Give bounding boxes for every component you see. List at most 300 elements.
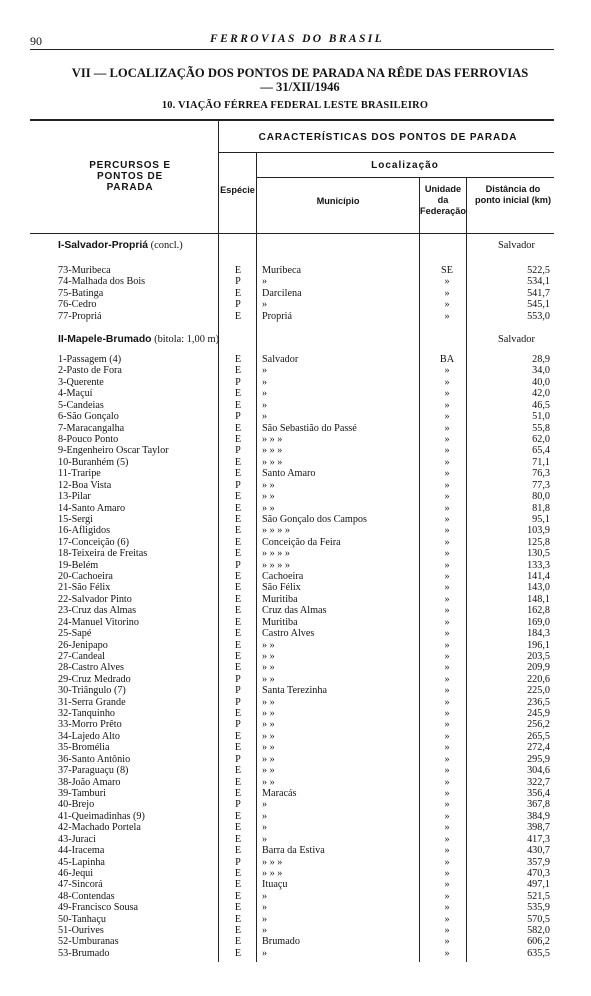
stop-type: P bbox=[235, 696, 241, 708]
distance: 553,0 bbox=[527, 310, 550, 322]
state: » bbox=[444, 399, 450, 411]
stop-type: E bbox=[234, 890, 242, 902]
municipality: Muribeca bbox=[262, 265, 302, 276]
state: » bbox=[444, 468, 450, 480]
stop-name: 32-Tanquinho bbox=[58, 708, 116, 719]
stop-type: E bbox=[234, 365, 242, 377]
table-row bbox=[0, 777, 591, 788]
stop-name: 26-Jenipapo bbox=[58, 639, 108, 651]
municipality: Maracás bbox=[262, 788, 297, 799]
distance: 225,0 bbox=[527, 685, 550, 697]
state: » bbox=[444, 422, 450, 434]
state: » bbox=[444, 433, 450, 445]
municipality: » bbox=[262, 399, 268, 411]
table-row bbox=[0, 754, 591, 765]
table-row bbox=[0, 311, 591, 322]
state: » bbox=[444, 879, 450, 891]
stop-type: E bbox=[234, 810, 242, 822]
table-row bbox=[0, 605, 591, 616]
state: » bbox=[444, 845, 450, 857]
state: » bbox=[444, 788, 450, 799]
distance: 77,3 bbox=[532, 479, 550, 491]
municipality: » bbox=[262, 833, 268, 845]
table-row bbox=[0, 468, 591, 479]
stop-name: 52-Umburanas bbox=[58, 936, 119, 948]
state: » bbox=[444, 310, 450, 322]
distance: 606,2 bbox=[527, 936, 550, 948]
stop-type: P bbox=[235, 299, 241, 311]
state: » bbox=[444, 856, 450, 868]
municipality: » bbox=[262, 902, 268, 914]
table-row bbox=[0, 445, 591, 456]
stop-type: E bbox=[234, 433, 242, 445]
state: » bbox=[444, 913, 450, 925]
distance: 203,5 bbox=[527, 650, 550, 662]
state: » bbox=[444, 276, 450, 288]
state: » bbox=[444, 299, 450, 311]
distance: 34,0 bbox=[532, 365, 550, 377]
running-head: FERROVIAS DO BRASIL bbox=[210, 33, 385, 45]
stop-name: 23-Cruz das Almas bbox=[58, 605, 137, 617]
state: » bbox=[444, 559, 450, 571]
stop-name: 37-Paraguaçu (8) bbox=[58, 765, 129, 777]
stop-name: 11-Traripe bbox=[58, 468, 101, 480]
stop-type: P bbox=[235, 856, 241, 868]
stop-name: 5-Candeias bbox=[58, 399, 104, 411]
municipality: » » » bbox=[262, 867, 283, 879]
distance: 46,5 bbox=[532, 399, 550, 411]
stop-type: E bbox=[234, 468, 242, 480]
table-row bbox=[0, 651, 591, 662]
stop-name: 17-Conceição (6) bbox=[58, 536, 129, 548]
state: » bbox=[444, 753, 450, 765]
municipality: Darcilena bbox=[262, 287, 302, 299]
state: » bbox=[444, 376, 450, 388]
municipality: Ituaçu bbox=[262, 879, 288, 891]
table-row bbox=[0, 423, 591, 434]
stop-type: E bbox=[234, 287, 242, 299]
stop-name: 33-Morro Prêto bbox=[58, 719, 122, 731]
header-municipio: Município bbox=[316, 196, 360, 206]
table-row bbox=[0, 525, 591, 536]
distance: 125,8 bbox=[527, 536, 550, 548]
table-row bbox=[0, 925, 591, 936]
municipality: Cruz das Almas bbox=[262, 605, 327, 617]
state: » bbox=[444, 947, 450, 959]
municipality: São Gonçalo dos Campos bbox=[262, 513, 367, 525]
distance: 220,6 bbox=[527, 673, 550, 685]
state: » bbox=[444, 593, 450, 605]
characteristics-rule bbox=[218, 152, 554, 153]
header-distancia: Distância do ponto inicial (km) bbox=[474, 184, 552, 205]
stop-type: E bbox=[234, 788, 242, 799]
stop-type: E bbox=[234, 650, 242, 662]
state: » bbox=[444, 719, 450, 731]
table-row bbox=[0, 628, 591, 639]
stop-name: 25-Sapé bbox=[58, 628, 92, 640]
table-row bbox=[0, 902, 591, 913]
state: » bbox=[444, 696, 450, 708]
state: » bbox=[444, 525, 450, 537]
stop-name: 47-Sincorá bbox=[58, 879, 103, 891]
section-origin: Salvador bbox=[498, 240, 535, 251]
stop-type: E bbox=[234, 765, 242, 777]
stop-name: 8-Pouco Ponto bbox=[58, 433, 119, 445]
stop-type: E bbox=[234, 879, 242, 891]
distance: 236,5 bbox=[527, 696, 550, 708]
header-rule bbox=[30, 49, 554, 50]
distance: 356,4 bbox=[527, 788, 550, 799]
table-row bbox=[0, 514, 591, 525]
stop-type: E bbox=[234, 845, 242, 857]
municipality: Salvador bbox=[262, 354, 299, 365]
stop-name: 29-Cruz Medrado bbox=[58, 673, 131, 685]
section-name: II-Mapele-Brumado bbox=[58, 334, 152, 345]
stop-name: 7-Maracangalha bbox=[58, 422, 125, 434]
stop-type: E bbox=[234, 525, 242, 537]
stop-type: E bbox=[234, 742, 242, 754]
table-row bbox=[0, 742, 591, 753]
municipality: » » bbox=[262, 708, 275, 719]
table-row bbox=[0, 948, 591, 959]
state: » bbox=[444, 650, 450, 662]
table-row bbox=[0, 594, 591, 605]
stop-type: P bbox=[235, 685, 241, 697]
state: » bbox=[444, 502, 450, 514]
state: » bbox=[444, 776, 450, 788]
header-unidade: Unidade da Federação bbox=[420, 184, 466, 216]
stop-type: E bbox=[234, 902, 242, 914]
distance: 265,5 bbox=[527, 730, 550, 742]
distance: 256,2 bbox=[527, 719, 550, 731]
distance: 304,6 bbox=[527, 765, 550, 777]
municipality: » » bbox=[262, 650, 275, 662]
table-row bbox=[0, 617, 591, 628]
header-caracteristicas: CARACTERÍSTICAS DOS PONTOS DE PARADA bbox=[258, 132, 518, 143]
state: » bbox=[444, 479, 450, 491]
stop-name: 18-Teixeira de Freitas bbox=[58, 548, 148, 560]
state: » bbox=[444, 628, 450, 640]
municipality: » bbox=[262, 913, 268, 925]
stop-name: 14-Santo Amaro bbox=[58, 502, 126, 514]
table-row bbox=[0, 799, 591, 810]
state: » bbox=[444, 902, 450, 914]
stop-type: E bbox=[234, 536, 242, 548]
municipality: São Sebastião do Passé bbox=[262, 422, 357, 434]
state: » bbox=[444, 867, 450, 879]
section-note: (concl.) bbox=[148, 240, 183, 251]
stop-type: E bbox=[234, 388, 242, 400]
stop-type: E bbox=[234, 571, 242, 582]
table-row bbox=[0, 265, 591, 276]
stop-name: 74-Malhada dos Bois bbox=[58, 276, 146, 288]
section-heading bbox=[58, 240, 183, 251]
stop-type: P bbox=[235, 276, 241, 288]
state: » bbox=[444, 616, 450, 628]
distance: 76,3 bbox=[532, 468, 550, 480]
distance: 95,1 bbox=[532, 513, 550, 525]
stop-name: 44-Iracema bbox=[58, 845, 105, 857]
stop-type: P bbox=[235, 719, 241, 731]
stop-type: E bbox=[234, 502, 242, 514]
state: » bbox=[444, 742, 450, 754]
distance: 130,5 bbox=[527, 548, 550, 560]
subtitle: 10. VIAÇÃO FÉRREA FEDERAL LESTE BRASILEIRO bbox=[161, 100, 429, 111]
state: » bbox=[444, 730, 450, 742]
municipality: » » » » bbox=[262, 525, 291, 537]
distance: 384,9 bbox=[527, 810, 550, 822]
stop-name: 1-Passagem (4) bbox=[58, 354, 122, 365]
stop-type: E bbox=[234, 936, 242, 948]
table-row bbox=[0, 560, 591, 571]
distance: 497,1 bbox=[527, 879, 550, 891]
table-row bbox=[0, 868, 591, 879]
stop-type: E bbox=[234, 399, 242, 411]
municipality: Santo Amaro bbox=[262, 468, 316, 480]
distance: 28,9 bbox=[532, 354, 550, 365]
table-row bbox=[0, 537, 591, 548]
stop-type: P bbox=[235, 479, 241, 491]
stop-name: 45-Lapinha bbox=[58, 856, 105, 868]
municipality: » » » » bbox=[262, 548, 291, 560]
stop-type: E bbox=[234, 822, 242, 834]
distance: 80,0 bbox=[532, 491, 550, 502]
table-row bbox=[0, 388, 591, 399]
table-row bbox=[0, 914, 591, 925]
state: » bbox=[444, 388, 450, 400]
municipality: » bbox=[262, 822, 268, 834]
distance: 245,9 bbox=[527, 708, 550, 719]
table-row bbox=[0, 891, 591, 902]
distance: 162,8 bbox=[527, 605, 550, 617]
stop-type: P bbox=[235, 753, 241, 765]
state: » bbox=[444, 365, 450, 377]
distance: 55,8 bbox=[532, 422, 550, 434]
table-row bbox=[0, 857, 591, 868]
stop-name: 53-Brumado bbox=[58, 947, 110, 959]
distance: 42,0 bbox=[532, 388, 550, 400]
table-row bbox=[0, 276, 591, 287]
municipality: Muritiba bbox=[262, 616, 298, 628]
state: » bbox=[444, 822, 450, 834]
distance: 541,7 bbox=[527, 287, 550, 299]
stop-type: E bbox=[234, 582, 242, 594]
stop-name: 22-Salvador Pinto bbox=[58, 593, 132, 605]
stop-type: P bbox=[235, 673, 241, 685]
municipality: » » bbox=[262, 491, 275, 502]
municipality: » » » bbox=[262, 856, 283, 868]
distance: 545,1 bbox=[527, 299, 550, 311]
stop-name: 75-Batinga bbox=[58, 287, 104, 299]
state: » bbox=[444, 491, 450, 502]
distance: 522,5 bbox=[527, 265, 550, 276]
municipality: » bbox=[262, 411, 268, 423]
table-row bbox=[0, 845, 591, 856]
state: BA bbox=[439, 354, 455, 365]
stop-name: 38-João Amaro bbox=[58, 776, 121, 788]
stop-name: 16-Afligidos bbox=[58, 525, 111, 537]
municipality: » » bbox=[262, 502, 275, 514]
stop-type: P bbox=[235, 559, 241, 571]
state: » bbox=[444, 411, 450, 423]
distance: 103,9 bbox=[527, 525, 550, 537]
stop-name: 76-Cedro bbox=[58, 299, 97, 311]
distance: 272,4 bbox=[527, 742, 550, 754]
state: » bbox=[444, 605, 450, 617]
state: » bbox=[444, 673, 450, 685]
municipality: » » bbox=[262, 753, 275, 765]
table-row bbox=[0, 640, 591, 651]
state: » bbox=[444, 662, 450, 674]
municipality: » » bbox=[262, 730, 275, 742]
stop-type: E bbox=[234, 947, 242, 959]
table-row bbox=[0, 411, 591, 422]
stop-name: 9-Engenheiro Oscar Taylor bbox=[58, 445, 169, 457]
municipality: » bbox=[262, 299, 268, 311]
municipality: » » bbox=[262, 479, 275, 491]
table-row bbox=[0, 480, 591, 491]
page-title: VII — LOCALIZAÇÃO DOS PONTOS DE PARADA NA RÊDE DAS FERROVIAS bbox=[71, 66, 529, 80]
stop-type: E bbox=[234, 310, 242, 322]
stop-name: 19-Belém bbox=[58, 559, 99, 571]
page-title-date: — 31/XII/1946 bbox=[260, 80, 340, 94]
municipality: » » bbox=[262, 696, 275, 708]
distance: 51,0 bbox=[532, 411, 550, 423]
distance: 143,0 bbox=[527, 582, 550, 594]
state: » bbox=[444, 810, 450, 822]
table-row bbox=[0, 811, 591, 822]
stop-name: 6-São Gonçalo bbox=[58, 411, 119, 423]
stop-type: E bbox=[234, 708, 242, 719]
table-row bbox=[0, 788, 591, 799]
stop-name: 36-Santo Antônio bbox=[58, 753, 131, 765]
state: SE bbox=[441, 265, 453, 276]
distance: 417,3 bbox=[527, 833, 550, 845]
municipality: » » » bbox=[262, 445, 283, 457]
stop-name: 49-Francisco Sousa bbox=[58, 902, 139, 914]
table-row bbox=[0, 582, 591, 593]
distance: 133,3 bbox=[527, 559, 550, 571]
distance: 582,0 bbox=[527, 925, 550, 936]
distance: 295,9 bbox=[527, 753, 550, 765]
table-row bbox=[0, 491, 591, 502]
state: » bbox=[444, 799, 450, 811]
table-row bbox=[0, 719, 591, 730]
table-row bbox=[0, 354, 591, 365]
stop-name: 48-Contendas bbox=[58, 890, 115, 902]
state: » bbox=[444, 456, 450, 468]
stop-type: E bbox=[234, 593, 242, 605]
stop-type: E bbox=[234, 265, 242, 276]
stop-name: 39-Tamburi bbox=[58, 788, 106, 799]
state: » bbox=[444, 287, 450, 299]
table-row bbox=[0, 708, 591, 719]
table-row bbox=[0, 697, 591, 708]
municipality: » » bbox=[262, 776, 275, 788]
municipality: » bbox=[262, 376, 268, 388]
stop-type: E bbox=[234, 605, 242, 617]
header-percursos: PERCURSOS E PONTOS DE PARADA bbox=[89, 160, 171, 193]
stop-type: E bbox=[234, 354, 242, 365]
municipality: » » bbox=[262, 662, 275, 674]
distance: 535,9 bbox=[527, 902, 550, 914]
municipality: » » bbox=[262, 742, 275, 754]
municipality: Barra da Estiva bbox=[262, 845, 325, 857]
municipality: » » bbox=[262, 673, 275, 685]
table-row bbox=[0, 548, 591, 559]
state: » bbox=[444, 936, 450, 948]
distance: 196,1 bbox=[527, 639, 550, 651]
table-row bbox=[0, 765, 591, 776]
stop-name: 31-Serra Grande bbox=[58, 696, 126, 708]
stop-name: 77-Propriá bbox=[58, 310, 102, 322]
stop-name: 20-Cachoeira bbox=[58, 571, 113, 582]
stop-name: 43-Juraci bbox=[58, 833, 96, 845]
state: » bbox=[444, 445, 450, 457]
stop-type: E bbox=[234, 776, 242, 788]
stop-type: E bbox=[234, 833, 242, 845]
stop-type: E bbox=[234, 491, 242, 502]
stop-name: 34-Lajedo Alto bbox=[58, 730, 120, 742]
stop-name: 12-Boa Vista bbox=[58, 479, 112, 491]
state: » bbox=[444, 536, 450, 548]
municipality: » » » bbox=[262, 456, 283, 468]
municipality: » bbox=[262, 890, 268, 902]
municipality: Brumado bbox=[262, 936, 300, 948]
table-row bbox=[0, 457, 591, 468]
municipality: Propriá bbox=[262, 310, 292, 322]
municipality: » » » » bbox=[262, 559, 291, 571]
stop-name: 28-Castro Alves bbox=[58, 662, 124, 674]
stop-name: 27-Candeal bbox=[58, 650, 105, 662]
stop-type: E bbox=[234, 422, 242, 434]
table-row bbox=[0, 503, 591, 514]
stop-type: E bbox=[234, 867, 242, 879]
stop-name: 10-Buranhém (5) bbox=[58, 456, 129, 468]
state: » bbox=[444, 925, 450, 936]
distance: 40,0 bbox=[532, 376, 550, 388]
stop-type: E bbox=[234, 662, 242, 674]
table-row bbox=[0, 662, 591, 673]
stop-name: 2-Pasto de Fora bbox=[58, 365, 122, 377]
distance: 81,8 bbox=[532, 502, 550, 514]
table-row bbox=[0, 936, 591, 947]
section-name: I-Salvador-Propriá bbox=[58, 240, 149, 251]
stop-name: 73-Muribeca bbox=[58, 265, 111, 276]
stop-type: E bbox=[234, 456, 242, 468]
municipality: » bbox=[262, 276, 268, 288]
stop-name: 21-São Félix bbox=[58, 582, 111, 594]
distance: 169,0 bbox=[527, 616, 550, 628]
table-row bbox=[0, 674, 591, 685]
table-row bbox=[0, 571, 591, 582]
stop-name: 15-Sergi bbox=[58, 513, 93, 525]
stop-type: P bbox=[235, 376, 241, 388]
table-row bbox=[0, 685, 591, 696]
state: » bbox=[444, 582, 450, 594]
state: » bbox=[444, 639, 450, 651]
header-bottom-rule bbox=[30, 233, 554, 234]
stop-name: 51-Ourives bbox=[58, 925, 104, 936]
stop-type: P bbox=[235, 411, 241, 423]
distance: 398,7 bbox=[527, 822, 550, 834]
stop-name: 42-Machado Portela bbox=[58, 822, 141, 834]
table-top-rule bbox=[30, 119, 554, 121]
municipality: » bbox=[262, 925, 268, 936]
section-heading bbox=[58, 334, 219, 345]
municipality: » » » bbox=[262, 433, 283, 445]
stop-type: E bbox=[234, 628, 242, 640]
